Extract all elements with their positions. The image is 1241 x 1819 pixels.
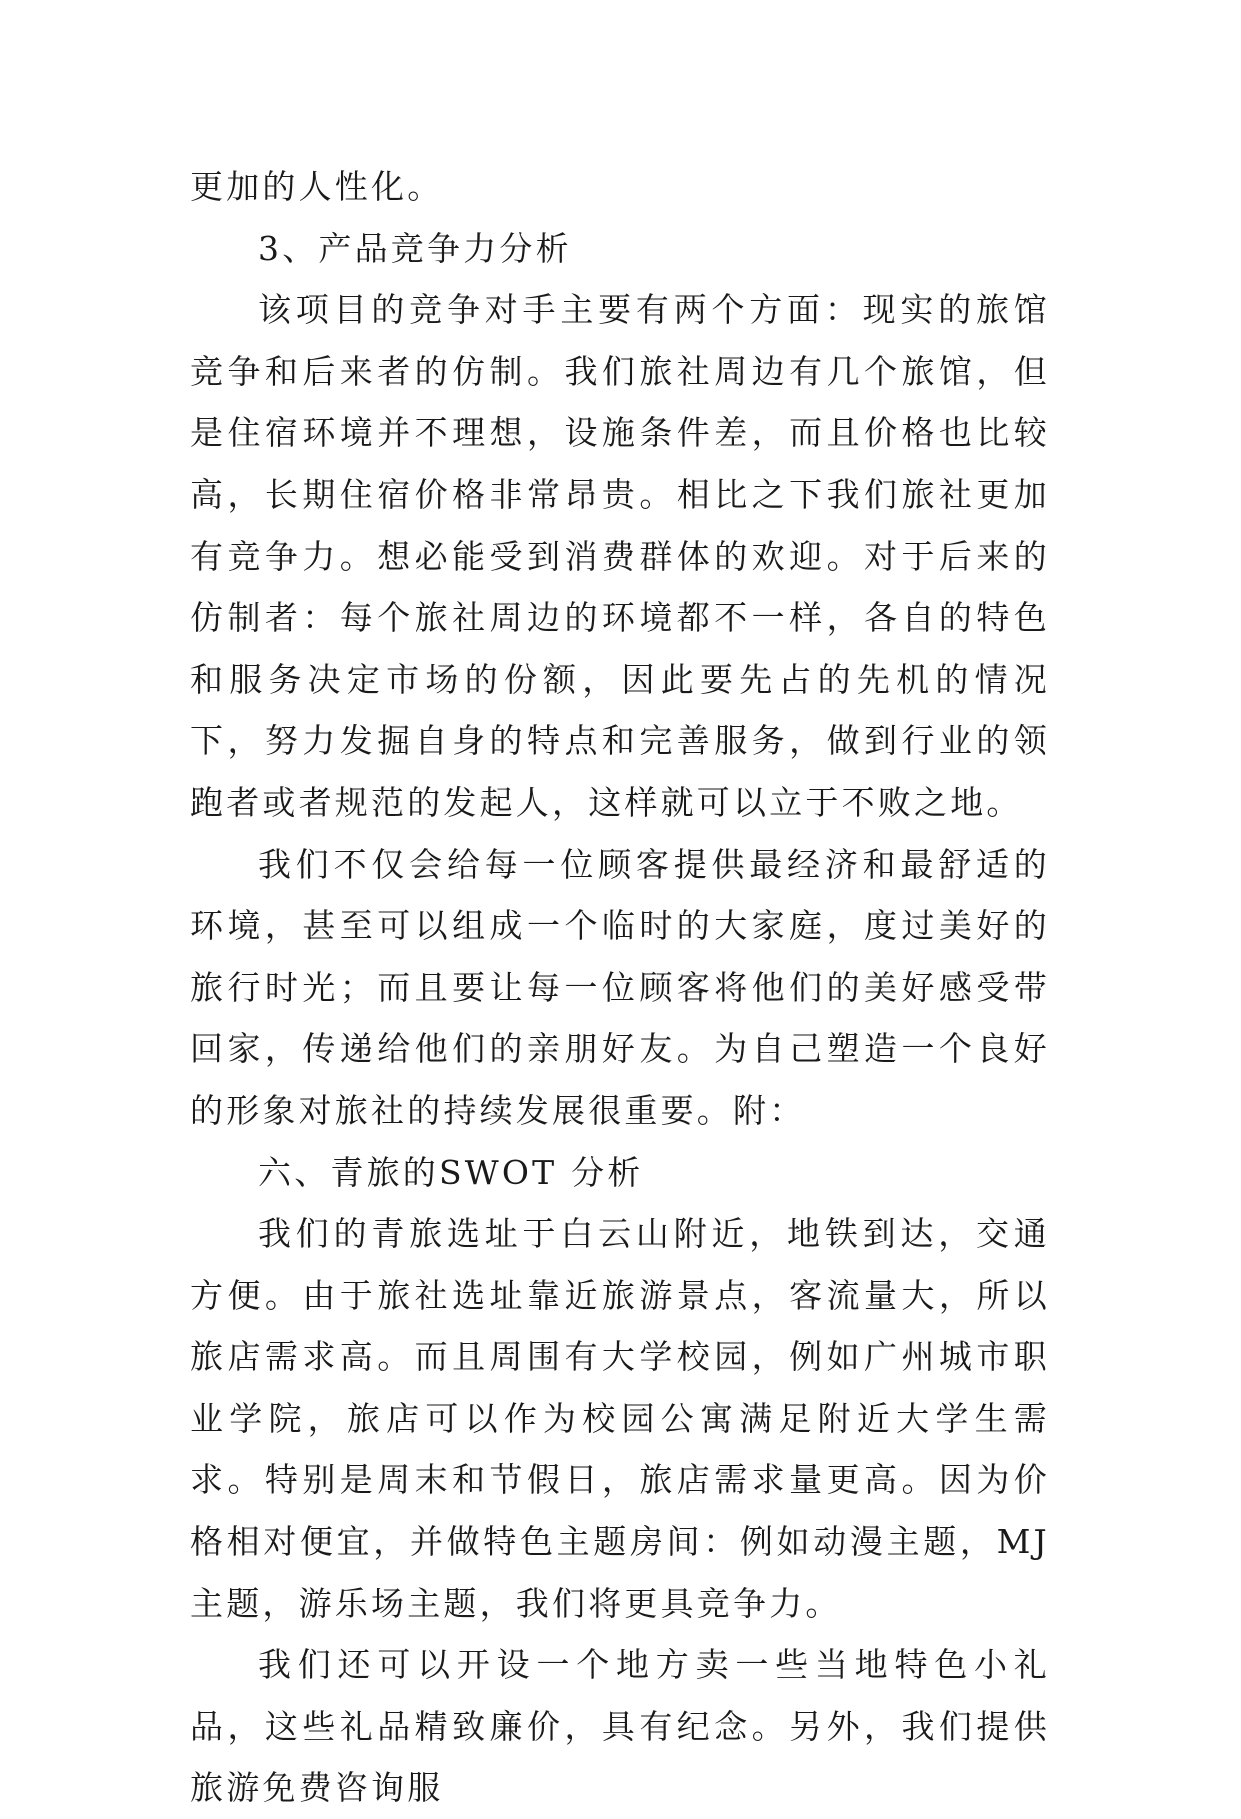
paragraph-continuation: 更加的人性化。 [190, 167, 444, 206]
paragraph-gift-shop: 我们还可以开设一个地方卖一些当地特色小礼品，这些礼品精致廉价，具有纪念。另外，我们提供旅游免费咨询服 [190, 1645, 1050, 1808]
section-heading-product-competitiveness: 3、产品竞争力分析 [258, 228, 572, 268]
paragraph-competitors: 该项目的竞争对手主要有两个方面：现实的旅馆竞争和后来者的仿制。我们旅社周边有几个旅馆，但是住宿环境并不理想，设施条件差，而且价格也比较高，长期住宿价格非常昂贵。相比之下我们旅社更加有竞争力。想必能受到消费群体的欢迎。对于后来的仿制者：每个旅社周边的环境都不一样，各自的特色和服务决定市场的份额，因此要先占的先机的情况下，努力发掘自身的特点和完善服务，做到行业的领跑者或者规范的发起人，这样就可以立于不败之地。 [190, 290, 1050, 822]
paragraph-customer-experience: 我们不仅会给每一位顾客提供最经济和最舒适的环境，甚至可以组成一个临时的大家庭，度过美好的旅行时光；而且要让每一位顾客将他们的美好感受带回家，传递给他们的亲朋好友。为自己塑造一个良好的形象对旅社的持续发展很重要。附： [190, 844, 1050, 1130]
paragraph-location: 我们的青旅选址于白云山附近，地铁到达，交通方便。由于旅社选址靠近旅游景点，客流量大，所以旅店需求高。而且周围有大学校园，例如广州城市职业学院，旅店可以作为校园公寓满足附近大学生需求。特别是周末和节假日，旅店需求量更高。因为价格相对便宜，并做特色主题房间：例如动漫主题，MJ 主题，游乐场主题，我们将更具竞争力。 [190, 1214, 1050, 1623]
document-body [190, 156, 1050, 1819]
section-heading-swot: 六、青旅的SWOT 分析 [258, 1152, 644, 1192]
